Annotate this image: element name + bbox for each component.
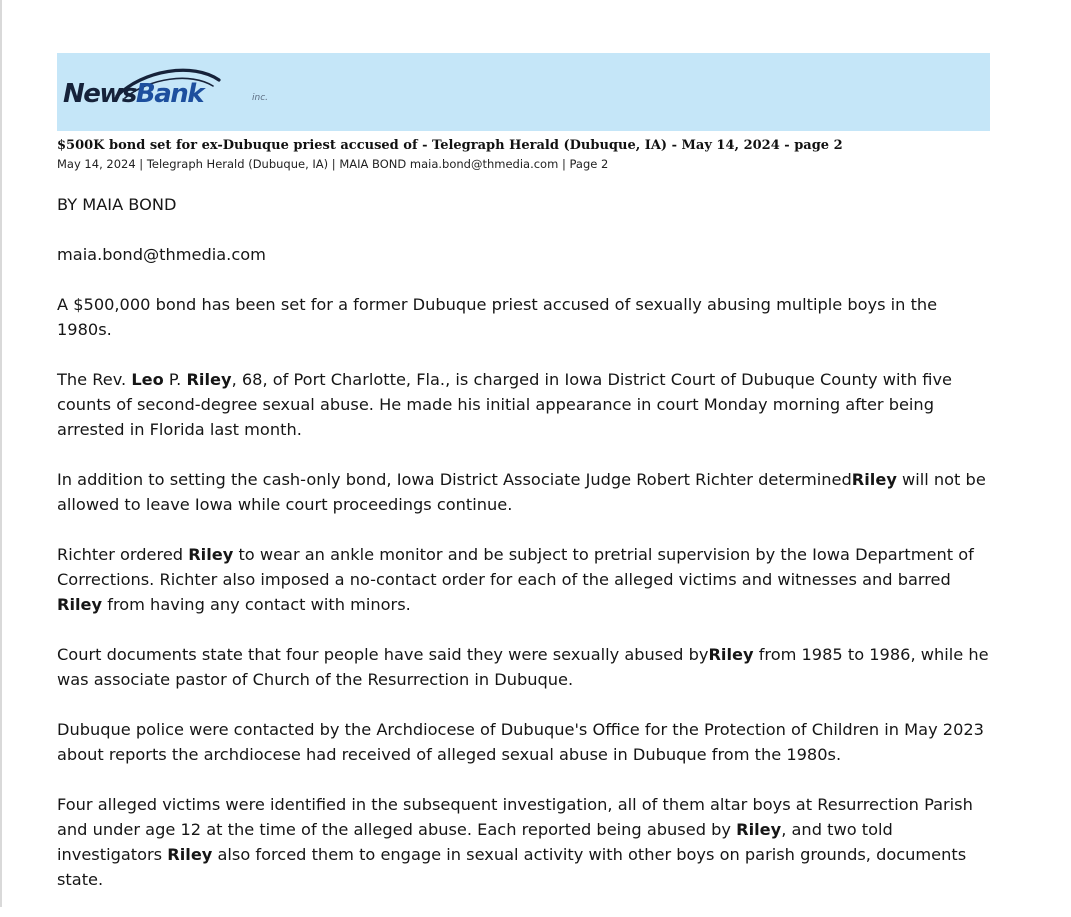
p4-text-c: from having any contact with minors. — [102, 595, 411, 614]
p7-name-riley-2: Riley — [167, 845, 213, 864]
p7-text-b: , and two told investigators — [57, 820, 893, 864]
paragraph-1: A $500,000 bond has been set for a former Dubuque priest accused of sexually abusing multiple boys in the 1980s. — [57, 295, 938, 339]
document — [57, 53, 990, 917]
logo-wordmark — [63, 79, 203, 109]
paragraph-2 — [57, 367, 990, 442]
p2-text-c: , 68, of Port Charlotte, Fla., is charged in Iowa District Court of Dubuque County with five counts of second-degree sexual abuse. He made his initial appearance in court Monday morning after being arrested in Florida last month. — [57, 370, 953, 439]
p4-text-b: to wear an ankle monitor and be subject to pretrial supervision by the Iowa Department of Corrections. Richter also imposed a no-contact order for each of the alleged victims and witnesses and barred — [57, 545, 974, 589]
p7-text-a: Four alleged victims were identified in the subsequent investigation, all of them altar boys at Resurrection Parish and under age 12 at the time of the alleged abuse. Each reported being abused by — [57, 795, 973, 839]
page-left-border — [0, 0, 2, 907]
article-body — [57, 192, 990, 892]
p3-name-riley: Riley — [851, 470, 897, 489]
paragraph-6: Dubuque police were contacted by the Archdiocese of Dubuque's Office for the Protection of Children in May 2023 about reports the archdiocese had received of alleged sexual abuse in Dubuque from the 1980s. — [57, 720, 984, 764]
p7-name-riley-1: Riley — [736, 820, 782, 839]
paragraph-3 — [57, 467, 990, 517]
p7-text-c: also forced them to engage in sexual activity with other boys on parish grounds, documents state. — [57, 845, 967, 889]
p2-text-b: P. — [163, 370, 187, 389]
paragraph-7 — [57, 792, 990, 892]
p4-name-riley-1: Riley — [188, 545, 234, 564]
p4-text-a: Richter ordered — [57, 545, 189, 564]
author-email: maia.bond@thmedia.com — [57, 245, 266, 264]
p2-name-riley: Riley — [186, 370, 232, 389]
p2-text-a: The Rev. — [57, 370, 132, 389]
p2-name-leo: Leo — [131, 370, 164, 389]
logo-inc: inc. — [252, 93, 269, 103]
byline: BY MAIA BOND — [57, 195, 177, 214]
p3-text-b: will not be allowed to leave Iowa while court proceedings continue. — [57, 470, 986, 514]
logo-news: News — [63, 79, 136, 109]
paragraph-5 — [57, 642, 990, 692]
paragraph-4 — [57, 542, 990, 617]
logo-bank: Bank — [135, 79, 204, 109]
p3-text-a: In addition to setting the cash-only bond, Iowa District Associate Judge Robert Richter determined — [57, 470, 852, 489]
p5-text-b: from 1985 to 1986, while he was associate pastor of Church of the Resurrection in Dubuque. — [57, 645, 989, 689]
newsbank-banner — [57, 53, 990, 131]
newsbank-logo — [63, 65, 283, 115]
article-headline: $500K bond set for ex-Dubuque priest accused of - Telegraph Herald (Dubuque, IA) - May 14, 2024 - page 2 — [57, 138, 843, 153]
p5-text-a: Court documents state that four people have said they were sexually abused by — [57, 645, 709, 664]
p5-name-riley: Riley — [708, 645, 754, 664]
p4-name-riley-2: Riley — [57, 595, 103, 614]
article-meta: May 14, 2024 | Telegraph Herald (Dubuque, IA) | MAIA BOND maia.bond@thmedia.com | Page 2 — [57, 157, 609, 171]
